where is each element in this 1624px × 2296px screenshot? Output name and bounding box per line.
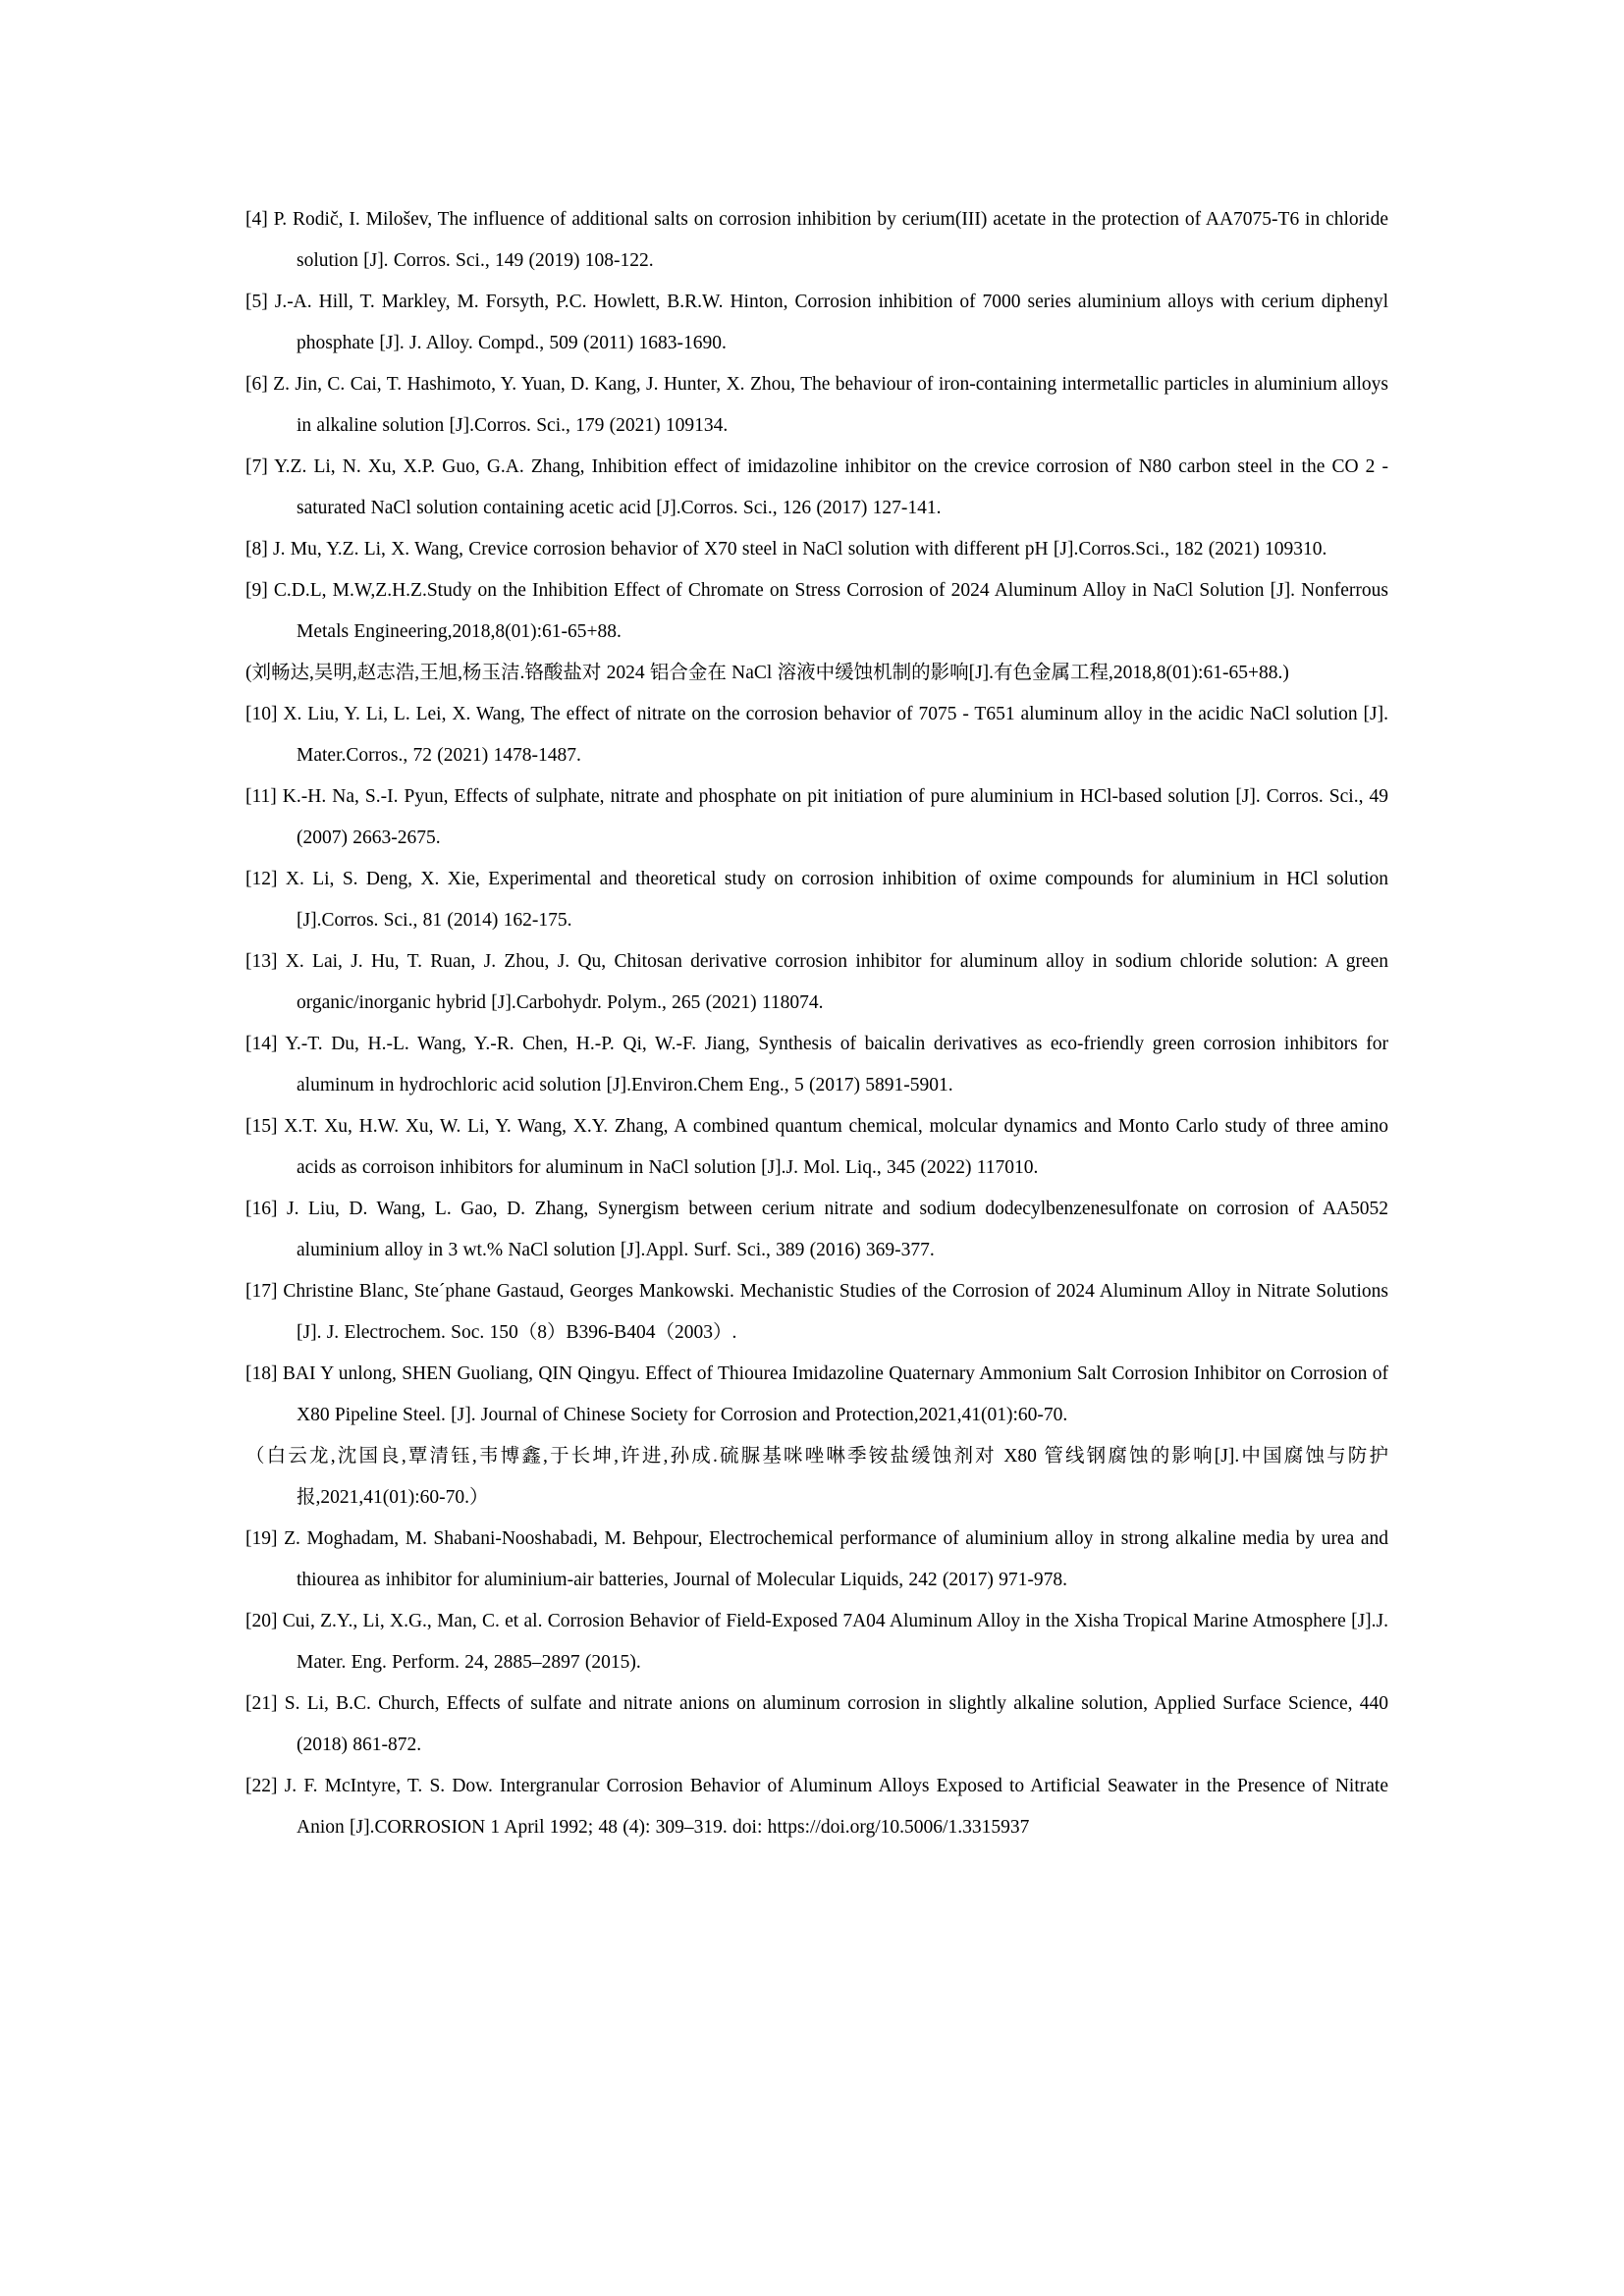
reference-item: [8] J. Mu, Y.Z. Li, X. Wang, Crevice corrosion behavior of X70 steel in NaCl solution with different pH [J].Corros.Sci., 182 (2021) 109310. [245, 539, 1327, 560]
reference-chinese-note: （白云龙,沈国良,覃清钰,韦博鑫,于长坤,许进,孙成.硫脲基咪唑啉季铵盐缓蚀剂对 X80 管线钢腐蚀的影响[J].中国腐蚀与防护报,2021,41(01):60-70.） [245, 1446, 1388, 1508]
reference-item: [5] J.-A. Hill, T. Markley, M. Forsyth, P.C. Howlett, B.R.W. Hinton, Corrosion inhibition of 7000 series aluminium alloys with cerium diphenyl phosphate [J]. J. Alloy. Compd., 509 (2011) 1683-1690. [245, 292, 1388, 353]
reference-item: [21] S. Li, B.C. Church, Effects of sulfate and nitrate anions on aluminum corrosion in slightly alkaline solution, Applied Surface Science, 440 (2018) 861-872. [245, 1693, 1388, 1755]
reference-item: [12] X. Li, S. Deng, X. Xie, Experimental and theoretical study on corrosion inhibition of oxime compounds for aluminium in HCl solution [J].Corros. Sci., 81 (2014) 162-175. [245, 869, 1388, 931]
reference-item: [10] X. Liu, Y. Li, L. Lei, X. Wang, The effect of nitrate on the corrosion behavior of 7075 - T651 aluminum alloy in the acidic NaCl solution [J]. Mater.Corros., 72 (2021) 1478-1487. [245, 704, 1388, 766]
reference-item: [14] Y.-T. Du, H.-L. Wang, Y.-R. Chen, H.-P. Qi, W.-F. Jiang, Synthesis of baicalin derivatives as eco-friendly green corrosion inhibitors for aluminum in hydrochloric acid solution [J].Environ.Chem Eng., 5 (2017) 5891-5901. [245, 1034, 1388, 1095]
reference-item: [13] X. Lai, J. Hu, T. Ruan, J. Zhou, J. Qu, Chitosan derivative corrosion inhibitor for aluminum alloy in sodium chloride solution: A green organic/inorganic hybrid [J].Carbohydr. Polym., 265 (2021) 118074. [245, 951, 1388, 1013]
reference-item: [4] P. Rodič, I. Milošev, The influence of additional salts on corrosion inhibition by cerium(III) acetate in the protection of AA7075-T6 in chloride solution [J]. Corros. Sci., 149 (2019) 108-122. [245, 209, 1388, 271]
references-list [245, 199, 1388, 1848]
reference-chinese-note: (刘畅达,吴明,赵志浩,王旭,杨玉洁.铬酸盐对 2024 铝合金在 NaCl 溶液中缓蚀机制的影响[J].有色金属工程,2018,8(01):61-65+88.) [245, 663, 1289, 683]
reference-item: [22] J. F. McIntyre, T. S. Dow. Intergranular Corrosion Behavior of Aluminum Alloys Exposed to Artificial Seawater in the Presence of Nitrate Anion [J].CORROSION 1 April 1992; 48 (4): 309–319. doi: https://doi.org/10.5006/1.3315937 [245, 1776, 1388, 1838]
reference-item: [9] C.D.L, M.W,Z.H.Z.Study on the Inhibition Effect of Chromate on Stress Corrosion of 2024 Aluminum Alloy in NaCl Solution [J]. Nonferrous Metals Engineering,2018,8(01):61-65+88. [245, 580, 1388, 642]
reference-item: [17] Christine Blanc, Ste´phane Gastaud, Georges Mankowski. Mechanistic Studies of the Corrosion of 2024 Aluminum Alloy in Nitrate Solutions [J]. J. Electrochem. Soc. 150（8）B396-B404（2003）. [245, 1281, 1388, 1343]
reference-item: [18] BAI Y unlong, SHEN Guoliang, QIN Qingyu. Effect of Thiourea Imidazoline Quaternary Ammonium Salt Corrosion Inhibitor on Corrosion of X80 Pipeline Steel. [J]. Journal of Chinese Society for Corrosion and Protection,2021,41(01):60-70. [245, 1363, 1388, 1425]
reference-item: [6] Z. Jin, C. Cai, T. Hashimoto, Y. Yuan, D. Kang, J. Hunter, X. Zhou, The behaviour of iron-containing intermetallic particles in aluminium alloys in alkaline solution [J].Corros. Sci., 179 (2021) 109134. [245, 374, 1388, 436]
reference-item: [7] Y.Z. Li, N. Xu, X.P. Guo, G.A. Zhang, Inhibition effect of imidazoline inhibitor on the crevice corrosion of N80 carbon steel in the CO 2 -saturated NaCl solution containing acetic acid [J].Corros. Sci., 126 (2017) 127-141. [245, 456, 1388, 518]
reference-item: [20] Cui, Z.Y., Li, X.G., Man, C. et al. Corrosion Behavior of Field-Exposed 7A04 Aluminum Alloy in the Xisha Tropical Marine Atmosphere [J].J. Mater. Eng. Perform. 24, 2885–2897 (2015). [245, 1611, 1388, 1673]
reference-item: [19] Z. Moghadam, M. Shabani-Nooshabadi, M. Behpour, Electrochemical performance of aluminium alloy in strong alkaline media by urea and thiourea as inhibitor for aluminium-air batteries, Journal of Molecular Liquids, 242 (2017) 971-978. [245, 1528, 1388, 1590]
reference-item: [11] K.-H. Na, S.-I. Pyun, Effects of sulphate, nitrate and phosphate on pit initiation of pure aluminium in HCl-based solution [J]. Corros. Sci., 49 (2007) 2663-2675. [245, 786, 1388, 848]
reference-item: [15] X.T. Xu, H.W. Xu, W. Li, Y. Wang, X.Y. Zhang, A combined quantum chemical, molcular dynamics and Monto Carlo study of three amino acids as corroison inhibitors for aluminum in NaCl solution [J].J. Mol. Liq., 345 (2022) 117010. [245, 1116, 1388, 1178]
reference-item: [16] J. Liu, D. Wang, L. Gao, D. Zhang, Synergism between cerium nitrate and sodium dodecylbenzenesulfonate on corrosion of AA5052 aluminium alloy in 3 wt.% NaCl solution [J].Appl. Surf. Sci., 389 (2016) 369-377. [245, 1199, 1388, 1260]
